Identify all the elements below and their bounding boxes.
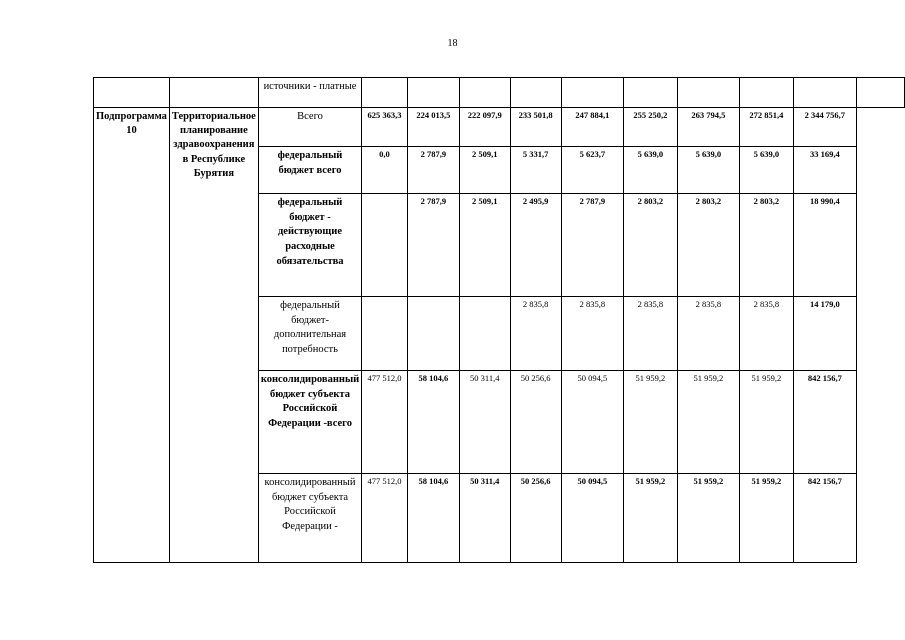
table-row <box>94 78 905 108</box>
source-cell: федеральный бюджет - действующие расходные обязательства <box>258 194 361 297</box>
value-cell <box>740 78 794 108</box>
value-cell: 2 803,2 <box>677 194 739 297</box>
table-row <box>94 108 905 147</box>
value-cell: 2 835,8 <box>624 297 678 371</box>
value-cell <box>362 78 408 108</box>
value-cell: 50 311,4 <box>459 371 510 474</box>
value-cell <box>459 297 510 371</box>
value-cell: 0,0 <box>362 147 408 194</box>
value-cell: 625 363,3 <box>362 108 408 147</box>
value-cell: 2 835,8 <box>677 297 739 371</box>
value-cell <box>362 297 408 371</box>
value-cell: 51 959,2 <box>624 474 678 563</box>
value-cell: 2 509,1 <box>459 194 510 297</box>
source-cell: источники - платные <box>258 78 361 108</box>
value-cell <box>510 78 561 108</box>
value-cell: 233 501,8 <box>510 108 561 147</box>
value-cell: 5 639,0 <box>624 147 678 194</box>
value-cell: 2 835,8 <box>510 297 561 371</box>
source-cell: консолидированный бюджет субъекта Российской Федерации - <box>258 474 361 563</box>
value-cell: 5 639,0 <box>677 147 739 194</box>
value-cell: 50 094,5 <box>561 474 623 563</box>
value-cell: 2 509,1 <box>459 147 510 194</box>
value-cell: 5 639,0 <box>740 147 794 194</box>
value-cell <box>624 78 678 108</box>
value-cell <box>362 194 408 297</box>
program-code-cell: Подпрограмма 10 <box>94 108 170 563</box>
value-cell: 477 512,0 <box>362 474 408 563</box>
value-cell: 33 169,4 <box>793 147 856 194</box>
value-cell: 842 156,7 <box>793 371 856 474</box>
value-cell: 247 884,1 <box>561 108 623 147</box>
value-cell: 2 803,2 <box>740 194 794 297</box>
value-cell: 477 512,0 <box>362 371 408 474</box>
value-cell: 222 097,9 <box>459 108 510 147</box>
value-cell: 51 959,2 <box>624 371 678 474</box>
value-cell: 2 495,9 <box>510 194 561 297</box>
value-cell <box>677 78 739 108</box>
program-name-cell: Территориальное планирование здравоохранения в Республике Бурятия <box>169 108 258 563</box>
value-cell <box>561 78 623 108</box>
value-cell: 255 250,2 <box>624 108 678 147</box>
value-cell: 5 623,7 <box>561 147 623 194</box>
value-cell: 51 959,2 <box>740 371 794 474</box>
value-cell <box>407 78 459 108</box>
value-cell: 224 013,5 <box>407 108 459 147</box>
value-cell: 51 959,2 <box>677 474 739 563</box>
budget-table <box>93 77 905 563</box>
source-cell: федеральный бюджет-дополнительная потребность <box>258 297 361 371</box>
value-cell: 14 179,0 <box>793 297 856 371</box>
value-cell: 18 990,4 <box>793 194 856 297</box>
program-name-cell-empty <box>169 78 258 108</box>
value-cell: 842 156,7 <box>793 474 856 563</box>
source-cell: Всего <box>258 108 361 147</box>
value-cell: 2 803,2 <box>624 194 678 297</box>
value-cell: 58 104,6 <box>407 371 459 474</box>
value-cell: 2 835,8 <box>740 297 794 371</box>
source-cell: консолидированный бюджет субъекта Российской Федерации -всего <box>258 371 361 474</box>
value-cell: 272 851,4 <box>740 108 794 147</box>
value-cell: 5 331,7 <box>510 147 561 194</box>
value-cell: 58 104,6 <box>407 474 459 563</box>
value-cell: 2 787,9 <box>561 194 623 297</box>
value-cell <box>856 78 904 108</box>
program-cell-empty <box>94 78 170 108</box>
value-cell: 50 311,4 <box>459 474 510 563</box>
value-cell: 50 094,5 <box>561 371 623 474</box>
value-cell: 2 787,9 <box>407 147 459 194</box>
page-number: 18 <box>447 38 458 49</box>
value-cell: 2 344 756,7 <box>793 108 856 147</box>
value-cell: 51 959,2 <box>677 371 739 474</box>
value-cell <box>407 297 459 371</box>
value-cell: 50 256,6 <box>510 474 561 563</box>
value-cell <box>459 78 510 108</box>
value-cell: 2 787,9 <box>407 194 459 297</box>
source-cell: федеральный бюджет всего <box>258 147 361 194</box>
value-cell: 51 959,2 <box>740 474 794 563</box>
value-cell: 263 794,5 <box>677 108 739 147</box>
value-cell: 2 835,8 <box>561 297 623 371</box>
value-cell <box>793 78 856 108</box>
value-cell: 50 256,6 <box>510 371 561 474</box>
